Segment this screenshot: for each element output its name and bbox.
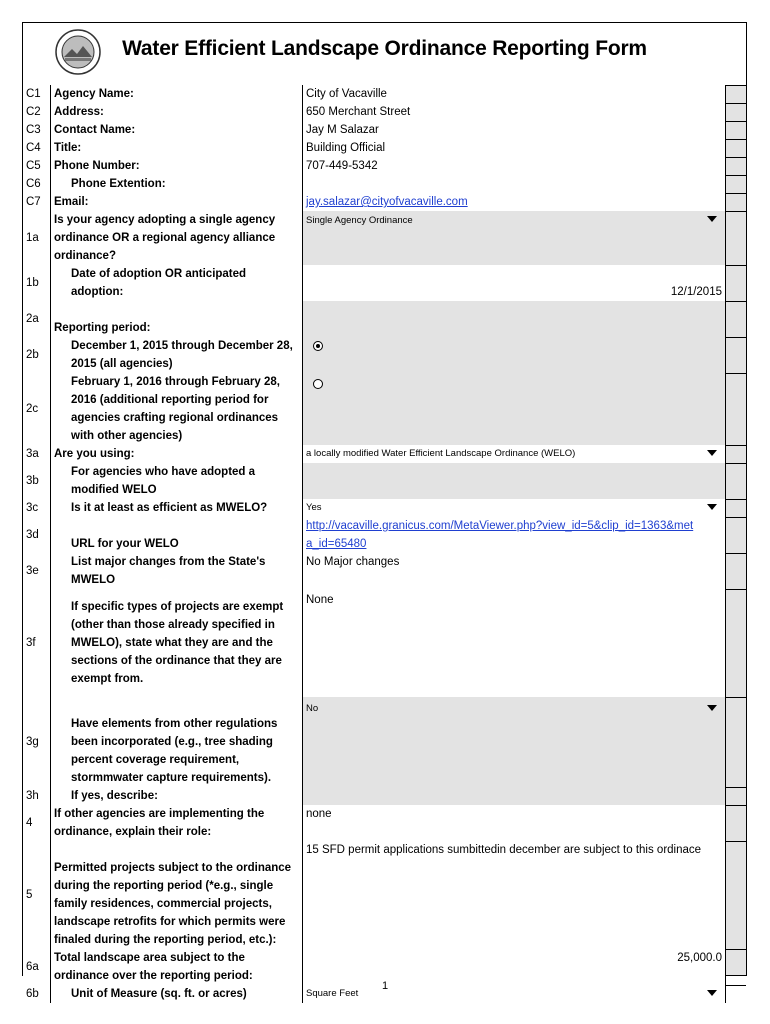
other-regulations-dropdown[interactable] <box>303 697 726 787</box>
row-label: Reporting period: <box>51 301 303 337</box>
phone-extension-field[interactable] <box>303 175 726 193</box>
row-id: 2b <box>23 337 51 373</box>
row-id: C3 <box>23 121 51 139</box>
phone-number-field[interactable]: 707-449-5342 <box>303 157 726 175</box>
period-february-radio[interactable] <box>313 379 323 389</box>
exempt-projects-field[interactable]: None <box>303 589 726 697</box>
row-label: Contact Name: <box>51 121 303 139</box>
row-permitted-projects <box>23 841 746 950</box>
other-agencies-field[interactable]: none <box>303 805 726 841</box>
modified-welo-cell <box>303 463 726 499</box>
row-label: Phone Number: <box>51 157 303 175</box>
email-link[interactable]: jay.salazar@cityofvacaville.com <box>306 196 468 208</box>
row-id: 1b <box>23 265 51 301</box>
row-id: C1 <box>23 85 51 103</box>
row-phone-extension <box>23 175 746 194</box>
row-id: 3e <box>23 553 51 589</box>
row-exempt-projects <box>23 589 746 698</box>
period-december-radio[interactable] <box>313 341 323 351</box>
row-label: February 1, 2016 through February 28, 2016 (additional reporting period for agencies crafting regional ordinances with other agencies) <box>51 373 303 445</box>
row-label: Are you using: <box>51 445 303 463</box>
row-id: C4 <box>23 139 51 157</box>
dropdown-value: a locally modified Water Efficient Landscape Ordinance (WELO) <box>306 448 576 459</box>
row-other-regulations <box>23 697 746 788</box>
ordinance-type-dropdown[interactable] <box>303 211 726 265</box>
row-id: 3c <box>23 499 51 517</box>
chevron-down-icon[interactable] <box>707 504 717 510</box>
contact-name-field[interactable]: Jay M Salazar <box>303 121 726 139</box>
welo-url-field[interactable] <box>303 517 726 553</box>
row-label: If yes, describe: <box>51 787 303 805</box>
row-are-you-using <box>23 445 746 464</box>
row-id: 3d <box>23 517 51 553</box>
row-as-efficient <box>23 499 746 518</box>
row-id: 6a <box>23 949 51 985</box>
row-title <box>23 139 746 158</box>
ordinance-model-dropdown[interactable] <box>303 445 726 463</box>
period-february-cell <box>303 373 726 445</box>
reporting-form <box>22 22 747 1000</box>
row-label: Agency Name: <box>51 85 303 103</box>
row-label: List major changes from the State's MWELO <box>51 553 303 589</box>
form-header <box>23 23 746 86</box>
title-field[interactable]: Building Official <box>303 139 726 157</box>
row-id: 3g <box>23 697 51 787</box>
row-id: 2a <box>23 301 51 337</box>
row-id: C6 <box>23 175 51 193</box>
row-contact-name <box>23 121 746 140</box>
row-welo-url <box>23 517 746 554</box>
dropdown-value: No <box>306 703 319 714</box>
row-ordinance-type <box>23 211 746 266</box>
row-label: December 1, 2015 through December 28, 2015 (all agencies) <box>51 337 303 373</box>
address-field[interactable]: 650 Merchant Street <box>303 103 726 121</box>
as-efficient-dropdown[interactable] <box>303 499 726 517</box>
row-label: Title: <box>51 139 303 157</box>
row-other-agencies <box>23 805 746 842</box>
row-label: Phone Extention: <box>51 175 303 193</box>
dropdown-value: Square Feet <box>306 988 359 999</box>
row-label: Is it at least as efficient as MWELO? <box>51 499 303 517</box>
period-december-cell <box>303 337 726 373</box>
row-id: 2c <box>23 373 51 445</box>
page-number: 1 <box>381 980 389 992</box>
welo-url-link-continued[interactable]: a_id=65480 <box>306 538 367 550</box>
email-field[interactable] <box>303 193 726 211</box>
row-label: Email: <box>51 193 303 211</box>
row-adoption-date <box>23 265 746 302</box>
row-id: 1a <box>23 211 51 265</box>
chevron-down-icon[interactable] <box>707 450 717 456</box>
row-id: C7 <box>23 193 51 211</box>
row-if-yes-describe <box>23 787 746 806</box>
row-label: Address: <box>51 103 303 121</box>
row-agency-name <box>23 85 746 104</box>
row-id: 6b <box>23 985 51 1003</box>
row-phone-number <box>23 157 746 176</box>
landscape-area-field[interactable]: 25,000.0 <box>303 949 726 985</box>
row-label: URL for your WELO <box>51 517 303 553</box>
row-email <box>23 193 746 212</box>
row-label: Date of adoption OR anticipated adoption: <box>51 265 303 301</box>
if-yes-describe-field[interactable] <box>303 787 726 805</box>
row-period-february <box>23 373 746 446</box>
row-label: If other agencies are implementing the ordinance, explain their role: <box>51 805 303 841</box>
row-period-december <box>23 337 746 374</box>
row-id: 3b <box>23 463 51 499</box>
chevron-down-icon[interactable] <box>707 705 717 711</box>
row-id: 3a <box>23 445 51 463</box>
form-title: Water Efficient Landscape Ordinance Reporting Form <box>122 37 647 60</box>
dropdown-value: Single Agency Ordinance <box>306 215 413 226</box>
row-label: If specific types of projects are exempt (other than those already specified in MWELO), state what they are and the sections of the ordinance that they are exempt from. <box>51 589 303 697</box>
row-label: Unit of Measure (sq. ft. or acres) <box>51 985 303 1003</box>
row-id: C2 <box>23 103 51 121</box>
major-changes-field[interactable]: No Major changes <box>303 553 726 589</box>
row-label: Total landscape area subject to the ordinance over the reporting period: <box>51 949 303 985</box>
dropdown-value: Yes <box>306 502 322 513</box>
welo-url-link[interactable]: http://vacaville.granicus.com/MetaViewer.php?view_id=5&clip_id=1363&met <box>306 520 694 532</box>
row-label: Is your agency adopting a single agency ordinance OR a regional agency alliance ordinance? <box>51 211 303 265</box>
row-modified-welo <box>23 463 746 500</box>
agency-name-field[interactable]: City of Vacaville <box>303 85 726 103</box>
row-id: 3f <box>23 589 51 697</box>
row-id: 3h <box>23 787 51 805</box>
row-label: Permitted projects subject to the ordinance during the reporting period (*e.g., single family residences, commercial projects, landscape retrofits for which permits were finaled during the reporting period, etc.): <box>51 841 303 949</box>
adoption-date-field[interactable]: 12/1/2015 <box>303 265 726 301</box>
row-id: 5 <box>23 841 51 949</box>
chevron-down-icon[interactable] <box>707 216 717 222</box>
reporting-period-cell <box>303 301 726 337</box>
row-major-changes <box>23 553 746 590</box>
row-id: 4 <box>23 805 51 841</box>
row-id: C5 <box>23 157 51 175</box>
row-label: Have elements from other regulations been incorporated (e.g., tree shading percent coverage requirement, stormmwater capture requirements). <box>51 697 303 787</box>
row-label: For agencies who have adopted a modified WELO <box>51 463 303 499</box>
row-address <box>23 103 746 122</box>
row-reporting-period <box>23 301 746 338</box>
permitted-projects-field[interactable]: 15 SFD permit applications sumbittedin december are subject to this ordinace <box>303 841 726 949</box>
